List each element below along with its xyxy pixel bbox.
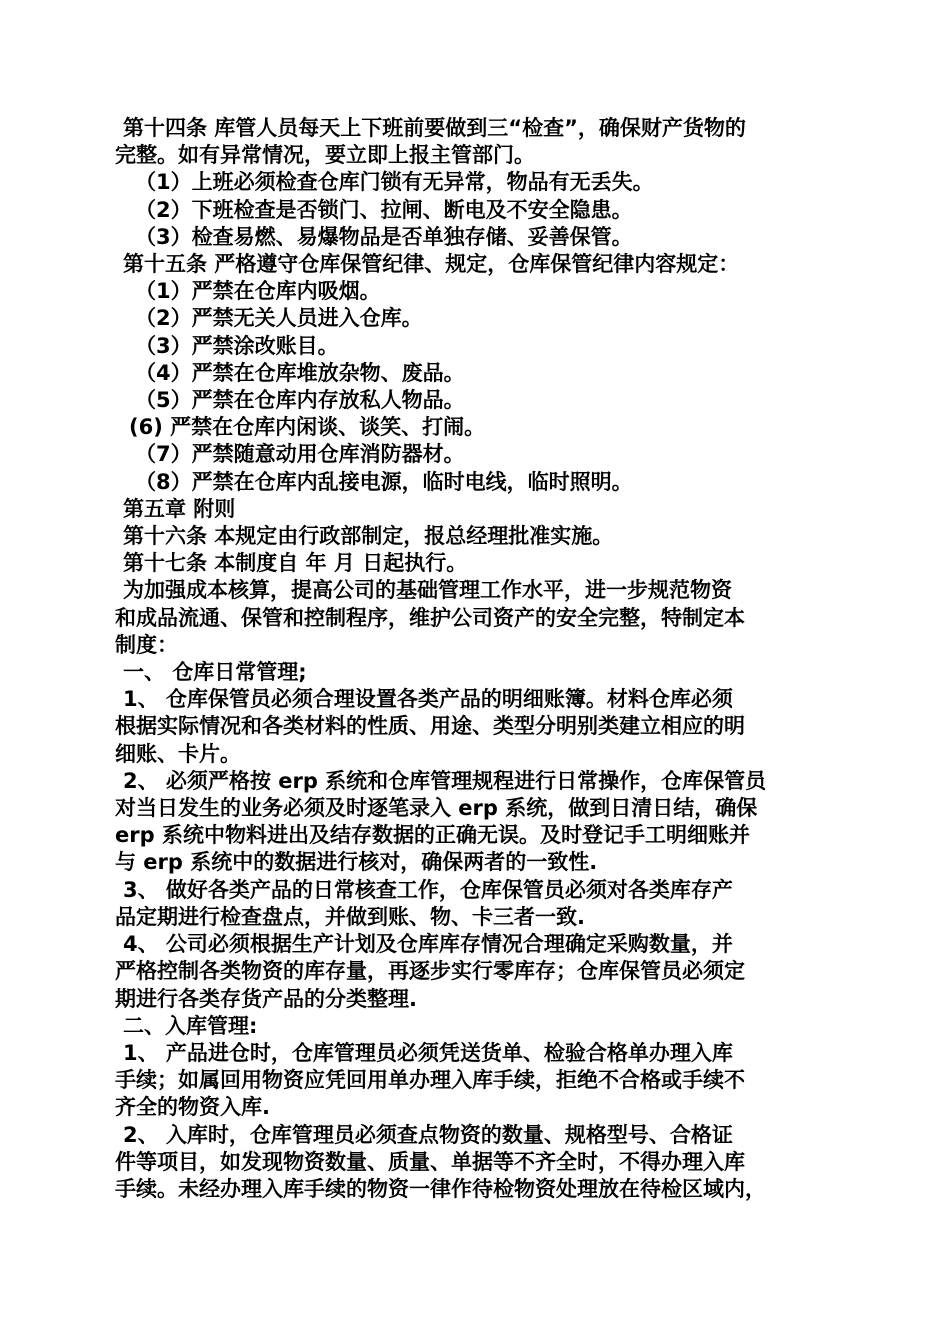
document-body [115, 115, 839, 1203]
text-line: （3）严禁涂改账目。 [135, 333, 339, 358]
text-line: 对当日发生的业务必须及时逐笔录入 erp 系统，做到日清日结，确保 [115, 796, 758, 821]
text-line: (6) 严禁在仓库内闲谈、谈笑、打闹。 [129, 415, 486, 440]
text-line: （3）检查易燃、易爆物品是否单独存储、妥善保管。 [135, 224, 633, 249]
text-line: （8）严禁在仓库内乱接电源，临时电线，临时照明。 [135, 469, 633, 494]
text-line: （1）上班必须检查仓库门锁有无异常，物品有无丢失。 [135, 170, 654, 195]
text-line: 根据实际情况和各类材料的性质、用途、类型分明别类建立相应的明 [115, 714, 745, 739]
section-heading: 一、 仓库日常管理; [123, 660, 307, 685]
text-line: 件等项目，如发现物资数量、质量、单据等不齐全时，不得办理入库 [115, 1149, 745, 1174]
text-line: （7）严禁随意动用仓库消防器材。 [135, 442, 465, 467]
text-line: 第十四条 库管人员每天上下班前要做到三“检查”，确保财产货物的 [123, 116, 746, 140]
text-line: 2、 入库时，仓库管理员必须查点物资的数量、规格型号、合格证 [123, 1122, 733, 1147]
text-line: 与 erp 系统中的数据进行核对，确保两者的一致性. [115, 850, 598, 875]
text-line: 和成品流通、保管和控制程序，维护公司资产的安全完整，特制定本 [115, 605, 745, 630]
text-line: 齐全的物资入库. [115, 1095, 270, 1120]
text-line: 3、 做好各类产品的日常核查工作，仓库保管员必须对各类库存产 [123, 877, 733, 902]
text-line: 细账、卡片。 [115, 741, 241, 766]
text-line: （1）严禁在仓库内吸烟。 [135, 279, 381, 304]
text-line: 严格控制各类物资的库存量，再逐步实行零库存；仓库保管员必须定 [115, 959, 745, 984]
text-line: （2）下班检查是否锁门、拉闸、断电及不安全隐患。 [135, 197, 633, 222]
section-heading: 二、入库管理: [123, 1013, 258, 1038]
text-line: （4）严禁在仓库堆放杂物、废品。 [135, 360, 465, 385]
text-line: 第十五条 严格遵守仓库保管纪律、规定，仓库保管纪律内容规定： [123, 252, 740, 277]
text-line: 制度： [115, 632, 178, 657]
text-line: erp 系统中物料进出及结存数据的正确无误。及时登记手工明细账并 [115, 823, 750, 848]
text-line: 第十七条 本制度自 年 月 日起执行。 [123, 551, 468, 576]
text-line: 1、 产品进仓时，仓库管理员必须凭送货单、检验合格单办理入库 [123, 1040, 733, 1065]
text-line: 品定期进行检查盘点，并做到账、物、卡三者一致. [115, 904, 585, 929]
text-line: 期进行各类存货产品的分类整理. [115, 986, 417, 1011]
chapter-heading: 第五章 附则 [123, 496, 236, 521]
text-line: （2）严禁无关人员进入仓库。 [135, 306, 423, 331]
text-line: 1、 仓库保管员必须合理设置各类产品的明细账簿。材料仓库必须 [123, 687, 733, 712]
text-line: 完整。如有异常情况，要立即上报主管部门。 [115, 143, 535, 168]
text-line: 2、 必须严格按 erp 系统和仓库管理规程进行日常操作，仓库保管员 [123, 768, 767, 793]
text-line: 为加强成本核算，提高公司的基础管理工作水平，进一步规范物资 [123, 578, 732, 603]
text-line: （5）严禁在仓库内存放私人物品。 [135, 388, 465, 413]
text-line: 手续；如属回用物资应凭回用单办理入库手续，拒绝不合格或手续不 [115, 1068, 745, 1093]
text-line: 手续。未经办理入库手续的物资一律作待检物资处理放在待检区域内， [115, 1176, 766, 1201]
text-line: 4、 公司必须根据生产计划及仓库库存情况合理确定采购数量，并 [123, 932, 733, 957]
text-line: 第十六条 本规定由行政部制定，报总经理批准实施。 [123, 524, 614, 549]
